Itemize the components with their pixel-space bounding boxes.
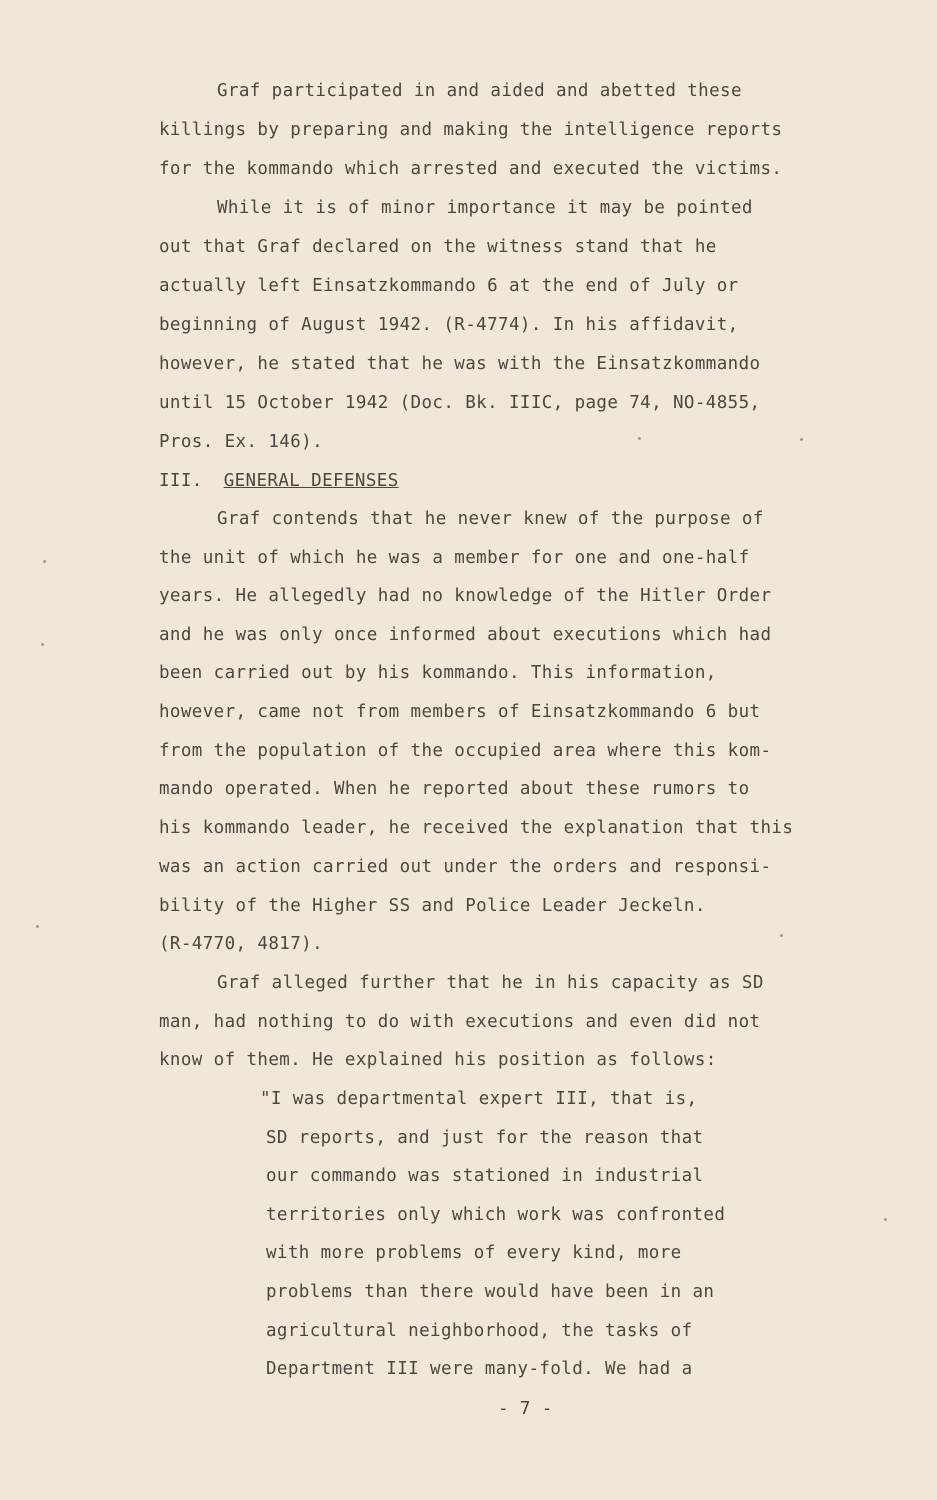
text-line: however, he stated that he was with the Einsatzkommando <box>159 354 761 374</box>
text-line: was an action carried out under the orders and responsi- <box>159 857 772 877</box>
scan-speck <box>43 560 46 563</box>
section-number: III. <box>159 471 203 491</box>
scan-speck <box>41 643 44 646</box>
text-line: years. He allegedly had no knowledge of the Hitler Order <box>159 586 772 606</box>
text-line: however, came not from members of Einsatzkommando 6 but <box>159 702 761 722</box>
quote-line: with more problems of every kind, more <box>266 1243 682 1263</box>
text-line: and he was only once informed about executions which had <box>159 625 772 645</box>
page-number: - 7 - <box>498 1399 553 1419</box>
text-line: Graf alleged further that he in his capacity as SD <box>217 973 764 993</box>
section-heading <box>159 470 399 492</box>
scan-speck <box>800 438 803 441</box>
text-line: his kommando leader, he received the explanation that this <box>159 818 794 838</box>
text-line: for the kommando which arrested and executed the victims. <box>159 159 783 179</box>
section-title: GENERAL DEFENSES <box>223 471 399 491</box>
text-line: the unit of which he was a member for one and one-half <box>159 548 750 568</box>
scan-speck <box>36 925 39 928</box>
text-line: (R-4770, 4817). <box>159 934 324 954</box>
text-line: out that Graf declared on the witness stand that he <box>159 237 717 257</box>
text-line: Graf participated in and aided and abetted these <box>217 81 742 101</box>
text-line: beginning of August 1942. (R-4774). In his affidavit, <box>159 315 739 335</box>
quote-line: agricultural neighborhood, the tasks of <box>266 1321 693 1341</box>
text-line: know of them. He explained his position as follows: <box>159 1050 717 1070</box>
text-line: from the population of the occupied area where this kom- <box>159 741 772 761</box>
scan-speck <box>780 934 783 937</box>
quote-line: our commando was stationed in industrial <box>266 1166 704 1186</box>
text-line: bility of the Higher SS and Police Leader Jeckeln. <box>159 896 706 916</box>
quote-line: SD reports, and just for the reason that <box>266 1128 704 1148</box>
quote-line: territories only which work was confronted <box>266 1205 726 1225</box>
quote-line: Department III were many-fold. We had a <box>266 1359 693 1379</box>
text-line: mando operated. When he reported about these rumors to <box>159 779 750 799</box>
quote-line: "I was departmental expert III, that is, <box>260 1089 698 1109</box>
scan-speck <box>884 1218 887 1221</box>
text-line: While it is of minor importance it may be pointed <box>217 198 753 218</box>
text-line: Graf contends that he never knew of the purpose of <box>217 509 764 529</box>
text-line: Pros. Ex. 146). <box>159 432 324 452</box>
scan-speck <box>638 437 641 440</box>
text-line: been carried out by his kommando. This information, <box>159 663 717 683</box>
text-line: actually left Einsatzkommando 6 at the end of July or <box>159 276 739 296</box>
quote-line: problems than there would have been in an <box>266 1282 715 1302</box>
text-line: man, had nothing to do with executions and even did not <box>159 1012 761 1032</box>
text-line: killings by preparing and making the intelligence reports <box>159 120 783 140</box>
text-line: until 15 October 1942 (Doc. Bk. IIIC, page 74, NO-4855, <box>159 393 761 413</box>
